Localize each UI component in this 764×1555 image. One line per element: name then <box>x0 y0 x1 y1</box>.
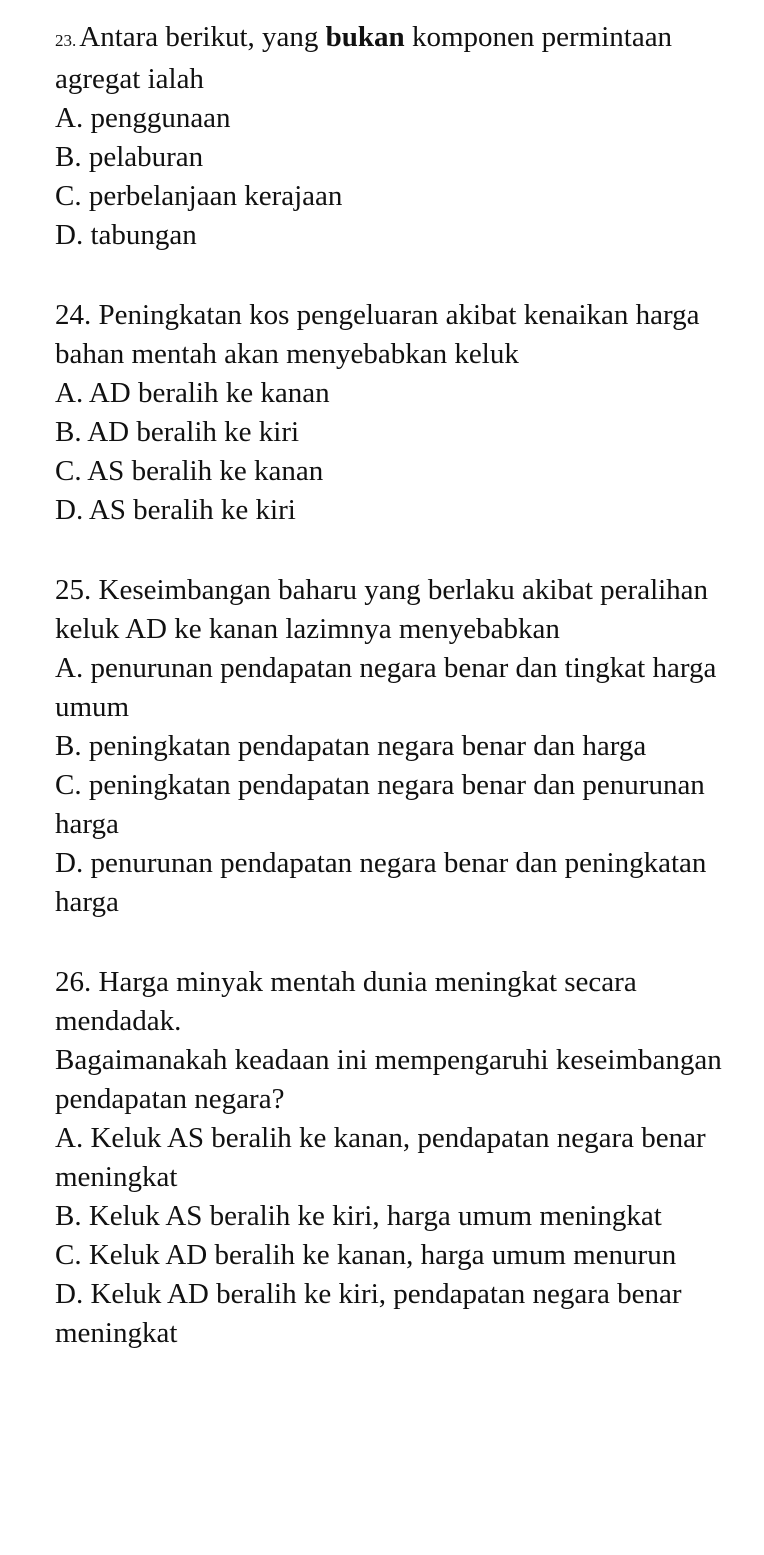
option-a: A. Keluk AS beralih ke kanan, pendapatan negara benar meningkat <box>55 1122 706 1193</box>
option-c: C. perbelanjaan kerajaan <box>55 180 343 212</box>
option-b: B. Keluk AS beralih ke kiri, harga umum meningkat <box>55 1200 662 1232</box>
question-24 <box>55 296 745 530</box>
option-a: A. AD beralih ke kanan <box>55 377 330 409</box>
option-c: C. AS beralih ke kanan <box>55 455 324 487</box>
question-26 <box>55 963 745 1353</box>
question-stem-continued: Bagaimanakah keadaan ini mempengaruhi keseimbangan pendapatan negara? <box>55 1044 722 1115</box>
question-stem <box>55 18 745 99</box>
question-stem: 24. Peningkatan kos pengeluaran akibat kenaikan harga bahan mentah akan menyebabkan keluk <box>55 299 700 370</box>
question-23 <box>55 18 745 255</box>
question-number: 23. <box>55 31 77 50</box>
option-a: A. penurunan pendapatan negara benar dan tingkat harga umum <box>55 652 717 723</box>
quiz-document <box>55 18 745 1353</box>
question-stem: 26. Harga minyak mentah dunia meningkat secara mendadak. <box>55 966 637 1037</box>
option-c: C. Keluk AD beralih ke kanan, harga umum menurun <box>55 1239 677 1271</box>
option-d: D. Keluk AD beralih ke kiri, pendapatan negara benar meningkat <box>55 1278 682 1349</box>
option-d: D. AS beralih ke kiri <box>55 494 296 526</box>
stem-emphasis: bukan <box>325 21 405 53</box>
option-a: A. penggunaan <box>55 102 231 134</box>
stem-text: komponen permintaan agregat ialah <box>55 21 673 95</box>
option-d: D. tabungan <box>55 219 197 251</box>
question-25 <box>55 571 745 922</box>
option-d: D. penurunan pendapatan negara benar dan peningkatan harga <box>55 847 707 918</box>
question-stem: 25. Keseimbangan baharu yang berlaku akibat peralihan keluk AD ke kanan lazimnya menyebabkan <box>55 574 709 645</box>
option-c: C. peningkatan pendapatan negara benar dan penurunan harga <box>55 769 705 840</box>
stem-text: Antara berikut, yang <box>79 21 326 53</box>
option-b: B. AD beralih ke kiri <box>55 416 300 448</box>
option-b: B. peningkatan pendapatan negara benar dan harga <box>55 730 647 762</box>
option-b: B. pelaburan <box>55 141 204 173</box>
